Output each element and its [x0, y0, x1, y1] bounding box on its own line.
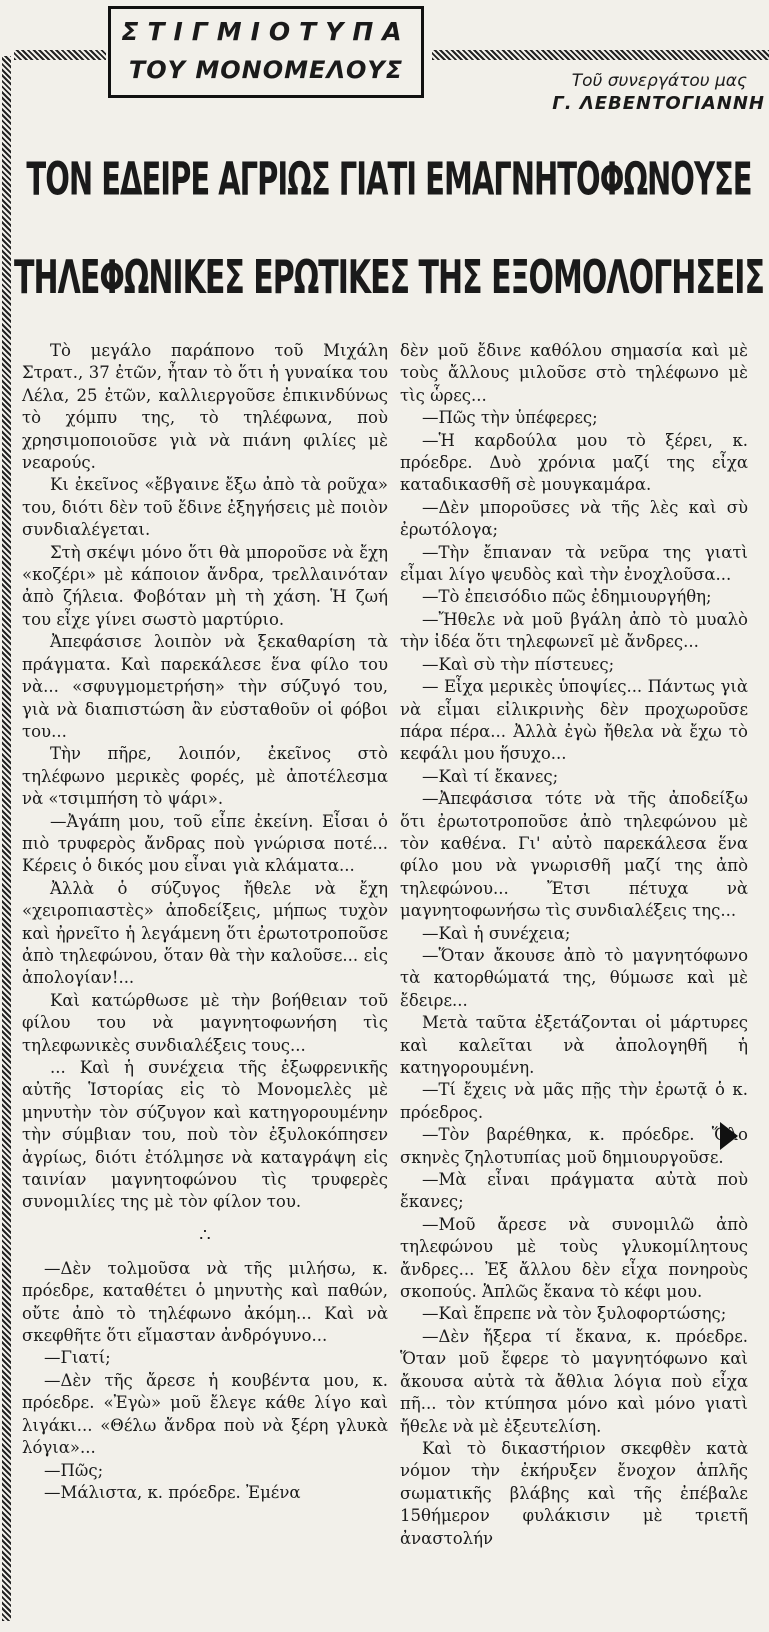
paragraph: Ἀλλὰ ὁ σύζυγος ἤθελε νὰ ἔχη «χειροπιαστὲς» ἀποδείξεις, μήπως τυχὸν καὶ ἠρνεῖτο ἡ λεγάμενη ὅτι ἐρωτοτροποῦσε ἀπὸ τηλεφώνου, ὅταν θὰ τὴν καλοῦσε... εἰς ἀπολογίαν!... [22, 878, 388, 988]
paragraph: ... Καὶ ἡ συνέχεια τῆς ἐξωφρενικῆς αὐτῆς Ἱστορίας εἰς τὸ Μονομελὲς μὲ μηνυτὴν τὸν σύζυγον καὶ κατηγορουμένην τὴν σύμβιαν του, ποὺ τὸν ἐξυλοκόπησεν ἀγρίως, διότι ἐτόλμησε νὰ καταγράψη εἰς ταινίαν μαγνητοφώνου τὶς τρυφερὲς συνομιλίες της μὲ τὸν φίλον του. [22, 1058, 388, 1212]
paragraph: —Ἡ καρδούλα μου τὸ ξέρει, κ. πρόεδρε. Δυὸ χρόνια μαζί της εἶχα καταδικασθῆ σὲ μουγκαμάρα. [400, 430, 748, 495]
left-hatched-rule [2, 56, 11, 1621]
paragraph: —Τὸν βαρέθηκα, κ. πρόεδρε. Ὅλο σκηνὲς ζηλοτυπίας μοῦ δημιουργοῦσε. [400, 1125, 748, 1167]
paragraph: Ἀπεφάσισε λοιπὸν νὰ ξεκαθαρίση τὰ πράγματα. Καὶ παρεκάλεσε ἕνα φίλο του νὰ... «σφυγμομετρήση» τὴν σύζυγό του, γιὰ νὰ διαπιστώση ἂν εὐσταθοῦν οἱ φόβοι του... [22, 632, 388, 741]
paragraph: —Τὴν ἔπιαναν τὰ νεῦρα της γιατὶ εἶμαι λίγο ψευδὸς καὶ τὴν ἐνοχλοῦσα... [400, 542, 748, 585]
paragraph: —Ἀπεφάσισα τότε νὰ τῆς ἀποδείξω ὅτι ἐρωτοτροποῦσε ἀπὸ τηλεφώνου μὲ τὸν καθένα. Γι' αὐτὸ παρεκάλεσα ἕνα φίλο μου νὰ γνωρισθῆ μαζί της ἀπὸ τηλεφώνου... Ἔτσι πέτυχα νὰ μαγνητοφωνήσω τὶς συνδιαλέξεις της... [400, 789, 748, 921]
paragraph: —Δὲν τολμοῦσα νὰ τῆς μιλήσω, κ. πρόεδρε, καταθέτει ὁ μηνυτὴς καὶ παθών, οὔτε ἀπὸ τὸ τηλέφωνο ἀκόμη... Καὶ νὰ σκεφθῆτε ὅτι εἴμασταν ἀνδρόγυνο... [22, 1258, 388, 1346]
article-column-right [400, 340, 748, 1550]
paragraph: Καὶ τὸ δικαστήριον σκεφθὲν κατὰ νόμον τὴν ἐκήρυξεν ἔνοχον ἁπλῆς σωματικῆς βλάβης καὶ τῆς ἐπέβαλε 15θήμερον φυλάκισιν μὲ τριετῆ ἀναστολήν [400, 1438, 748, 1548]
paragraph: —Πῶς τὴν ὑπέφερες; [422, 408, 598, 428]
paragraph: —Μὰ εἶναι πράγματα αὐτὰ ποὺ ἔκανες; [400, 1170, 748, 1212]
paragraph: —Καὶ ἔπρεπε νὰ τὸν ξυλοφορτώσης; [422, 1304, 727, 1324]
paragraph: —Ἤθελε νὰ μοῦ βγάλη ἀπὸ τὸ μυαλὸ τὴν ἰδέα ὅτι τηλεφωνεῖ μὲ ἄνδρες... [400, 609, 748, 652]
paragraph: —Δὲν ἤξερα τί ἔκανα, κ. πρόεδρε. Ὅταν μοῦ ἔφερε τὸ μαγνητόφωνο καὶ ἄκουσα αὐτὰ τὰ ἄθλια λόγια ποὺ εἶχα πῆ... τὸν κτύπησα μόνο καὶ μόνο γιατὶ ἤθελε νὰ μὲ ἐξευτελίση. [400, 1326, 748, 1436]
paragraph: —Πῶς; [44, 1460, 104, 1480]
paragraph: —Ἀγάπη μου, τοῦ εἶπε ἐκείνη. Εἶσαι ὁ πιὸ τρυφερὸς ἄνδρας ποὺ γνώρισα ποτέ... Κέρεις ὁ δικός μου εἶναι γιὰ κλάματα... [22, 811, 388, 876]
paragraph: — Εἶχα μερικὲς ὑποψίες... Πάντως γιὰ νὰ εἶμαι εἰλικρινὴς δὲν προχωροῦσε πάρα πέρα... Ἀλλὰ ἐγὼ ἤθελα νὰ ἔχω τὸ κεφάλι μου ἥσυχο... [400, 677, 748, 764]
paragraph: Τὸ μεγάλο παράπονο τοῦ Μιχάλη Στρατ., 37 ἐτῶν, ἦταν τὸ ὅτι ἡ γυναίκα του Λέλα, 25 ἐτῶν, καλλιεργοῦσε ἐπικινδύνως τὸ χόμπυ της, τὸ τηλέφωνα, ποὺ χρησιμοποιοῦσε γιὰ νὰ πιάνη φιλίες μὲ νεαρούς. [22, 341, 388, 473]
paragraph: Μετὰ ταῦτα ἐξετάζονται οἱ μάρτυρες καὶ καλεῖται νὰ ἀπολογηθῆ ἡ κατηγορουμένη. [400, 1013, 748, 1077]
paragraph: Καὶ κατώρθωσε μὲ τὴν βοήθειαν τοῦ φίλου του νὰ μαγνητοφωνήση τὶς τηλεφωνικὲς συνδιαλέξεις τους... [22, 990, 388, 1055]
paragraph: —Τὸ ἐπεισόδιο πῶς ἐδημιουργήθη; [422, 587, 712, 607]
column-rubric-box [108, 6, 424, 98]
byline [470, 70, 765, 116]
header-hatched-rule-right [432, 50, 769, 60]
rubric-line-1: ΣΤΙΓΜΙΟΤΥΠΑ [121, 17, 411, 46]
paragraph: —Μάλιστα, κ. πρόεδρε. Ἐμένα [44, 1482, 301, 1502]
paragraph: —Ὅταν ἄκουσε ἀπὸ τὸ μαγνητόφωνο τὰ κατορθώματά της, θύμωσε καὶ μὲ ἔδειρε... [400, 945, 748, 1010]
paragraph: —Τί ἔχεις νὰ μᾶς πῇς τὴν ἐρωτᾷ ὁ κ. πρόεδρος. [400, 1080, 748, 1122]
article-column-left [22, 340, 388, 1504]
paragraph: —Δὲν μποροῦσες νὰ τῆς λὲς καὶ σὺ ἐρωτόλογα; [400, 497, 748, 540]
paragraph: —Καὶ τί ἔκανες; [422, 766, 559, 786]
paragraph: —Καὶ ἡ συνέχεια; [422, 923, 571, 943]
paragraph: —Γιατί; [44, 1348, 111, 1368]
page-edge-mark [720, 1122, 738, 1150]
paragraph: —Καὶ σὺ τὴν πίστευες; [422, 654, 615, 674]
paragraph: —Μοῦ ἄρεσε νὰ συνομιλῶ ἀπὸ τηλεφώνου μὲ τοὺς γλυκομίλητους ἄνδρες... Ἐξ ἄλλου δὲν εἶχα πονηροὺς σκοπούς. Ἁπλῶς ἔκανα τὸ κέφι μου. [400, 1214, 748, 1302]
rubric-line-2: ΤΟΥ ΜΟΝΟΜΕΛΟΥΣ [128, 56, 404, 84]
paragraph: Κι ἐκεῖνος «ἔβγαινε ἔξω ἀπὸ τὰ ροῦχα» του, διότι δὲν τοῦ ἔδινε ἐξηγήσεις μὲ ποιὸν συνδιαλέγεται. [22, 475, 388, 540]
paragraph: —Δὲν τῆς ἄρεσε ἡ κουβέντα μου, κ. πρόεδρε. «Ἐγὼ» μοῦ ἔλεγε κάθε λίγο καὶ λιγάκι... «Θέλω ἄνδρα ποὺ νὰ ξέρη γλυκὰ λόγια»... [22, 1370, 388, 1458]
byline-intro: Τοῦ συνεργάτου μας [571, 71, 747, 91]
paragraph: Τὴν πῆρε, λοιπόν, ἐκεῖνος στὸ τηλέφωνο μερικὲς φορές, μὲ ἀποτέλεσμα νὰ «τσιμπήση τὸ ψάρι». [22, 744, 388, 809]
paragraph: Στὴ σκέψι μόνο ὅτι θὰ μποροῦσε νὰ ἔχη «κοζέρι» μὲ κάποιον ἄνδρα, τρελλαινόταν ἀπὸ ζήλεια. Φοβόταν μὴ τὴ χάση. Ἡ ζωή του εἶχε γίνει σωστὸ μαρτύριο. [22, 542, 388, 629]
byline-author: Γ. ΛΕΒΕΝΤΟΓΙΑΝΝΗ [552, 93, 765, 114]
headline-line-1: ΤΟΝ ΕΔΕΙΡΕ ΑΓΡΙΩΣ ΓΙΑΤΙ ΕΜΑΓΝΗΤΟΦΩΝΟΥΣΕ [26, 152, 752, 206]
section-separator: ∴ [199, 1224, 211, 1246]
paragraph: δὲν μοῦ ἔδινε καθόλου σημασία καὶ μὲ τοὺς ἄλλους μιλοῦσε στὸ τηλέφωνο μὲ τὶς ὧρες... [400, 341, 748, 405]
headline [14, 128, 764, 306]
headline-line-2: ΤΗΛΕΦΩΝΙΚΕΣ ΕΡΩΤΙΚΕΣ ΤΗΣ ΕΞΟΜΟΛΟΓΗΣΕΙΣ [14, 251, 764, 306]
header-hatched-rule-left [14, 50, 106, 60]
